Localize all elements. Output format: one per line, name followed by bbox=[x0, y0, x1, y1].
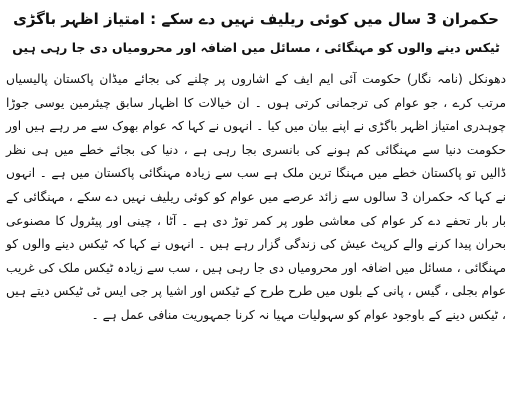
headline: حکمران 3 سال میں کوئی ریلیف نہیں دے سکے : امتیاز اظہر باگڑی bbox=[13, 10, 499, 28]
article-body-text: حکومت آئی ایم ایف کے اشاروں پر چلنے کی بجائے میڈان پاکستان پالیسیاں مرتب کرے ، جو عوام کی ترجمانی کرتی ہوں ۔ ان خیالات کا اظہار سابق چیئرمین یوسی جوڑا چوہدری امتیاز اظہر باگڑی نے اپنے بیان میں کیا ۔ انہوں نے کہا کہ عوام بھوک سے مر رہے ہیں اور حکومت دنیا سے مہنگائی کم ہونے کی بانسری بجا رہی ہے ، دنیا کی بجائے خطے میں ہی نظر ڈالیں تو پاکستان خطے میں مہنگا ترین ملک ہے سب سے زیادہ مہنگائی پاکستان میں ہے ۔ انہوں نے کہا کہ حکمران 3 سالوں سے زائد عرصے میں عوام کو کوئی ریلیف نہیں دے سکے ، مہنگائی کے بار بار تحفے دے کر عوام کی معاشی طور پر کمر توڑ دی ہے ۔ آٹا ، چینی اور پیٹرول کا مصنوعی بحران پیدا کرنے والے کرپٹ عیش کی زندگی گزار رہے ہیں ۔ انہوں نے کہا کہ ٹیکس دینے والوں کو مہنگائی ، مسائل میں اضافہ اور محرومیاں دی جا رہی ہیں ، سب سے زیادہ ٹیکس ملک کی غریب عوام بجلی ، گیس ، پانی کے بلوں میں طرح طرح کے ٹیکس اور اشیا پر جی ایس ٹی ٹیکس دیتے ہیں ، ٹیکس دینے کے باوجود عوام کو سہولیات مہیا نہ کرنا جمہوریت منافی عمل ہے ۔ bbox=[6, 72, 506, 322]
subheadline: ٹیکس دینے والوں کو مہنگائی ، مسائل میں اضافہ اور محرومیاں دی جا رہی ہیں bbox=[12, 40, 500, 55]
dateline: دھونکل (نامہ نگار) bbox=[406, 72, 507, 86]
article-body bbox=[6, 68, 506, 328]
